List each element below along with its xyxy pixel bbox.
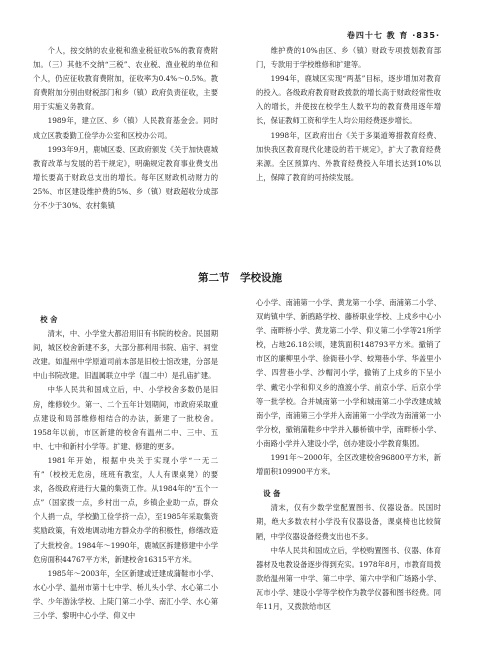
paragraph: 心小学、南浦第一小学、黄龙第一小学、南浦第二小学、双屿镇中学、新鸥路学校、藤桥职业学校、上戍乡中心小学、南畔桥小学、黄龙第二小学、仰义第二小学等21所学校，占地26.18公顷，建筑面积148793平方米。撤销了市区的廉柳里小学、徐衙巷小学、蛟翔巷小学、华盖里小学、四营巷小学、沙帽河小学，撤销了上戍乡的下呈小学、戴宅小学和仰义乡的渔渡小学、前京小学、后京小学等一批学校。合并城南第一小学和城南第二小学改建成城南小学，南浦第三小学并入南浦第一小学改为南浦第一小学分校，撤销蒲鞋乡中学并入藤桥镇中学，南畔桥小学、小南路小学并入建设小学，创办建设小学教育集团。 xyxy=(256,298,441,448)
paragraph: 清末，仅有少数学堂配置图书、仪器设备。民国时期，绝大多数农村小学没有仪器设备，课桌椅也比较简陋，中学仪器设备经费支出也不多。 xyxy=(256,503,441,541)
paragraph: 1994年，鹿城区实现“两基”目标，逐步增加对教育的投入。各级政府教育财政拨款的增长高于财政经常性收入的增长，并使按在校学生人数平均的教育费用逐年增长，保证教师工资和学生人均公用经费逐步增长。 xyxy=(256,74,441,126)
top-right-column xyxy=(256,44,441,185)
subheading-equipment: 设 备 xyxy=(263,489,281,499)
subheading-school-buildings: 校 舍 xyxy=(40,315,58,324)
paragraph: 1998年，区政府出台《关于多渠道筹措教育经费、加快我区教育现代化建设的若干规定》，扩大了教育经费来源。全区预算内、外教育经费投入年增长达到10%以上，保障了教育的可持续发展。 xyxy=(256,130,441,182)
paragraph: 1981年开始，根据中央关于实现小学“一无二有”（校校无危房，班班有教室，人人有课桌凳）的要求，各级政府进行大量的集资工作。从1984年的“五个一点”（国家拨一点，乡村出一点，乡镇企业助一点，群众个人捐一点，学校勤工俭学挤一点），至1985年采取集资奖励政策，有效地调动地方群众办学的积极性，修缮改造了大批校舍。1984年～1990年，鹿城区拆建修建中小学危房面积44767平方米，新建校舍16315平方米。 xyxy=(33,455,218,564)
paragraph: 维护费的10%由区、乡（镇）财政专项拨划教育部门，专款用于学校维修和扩建等。 xyxy=(256,46,441,70)
bottom-left-column xyxy=(33,309,218,623)
paragraph: 中华人民共和国成立后，学校购置图书、仪器、体育器材及电教设备逐步得到充实。1978年8月，市教育局拨款给温州第一中学、第二中学、第六中学和广场路小学、瓦市小学、建设小学等学校作为教学仪器和图书经费。同年11月，又拨款给市区 xyxy=(256,545,441,611)
paragraph: 个人，按交纳的农业税和渔业税征收5%的教育费附加。（三）其他不交纳“三税”、农业税、渔业税的单位和个人，仍应征收教育费附加，征收率为0.4%～0.5%。教育费附加分别由财税部门和乡（镇）政府负责征收，主要用于实施义务教育。 xyxy=(33,46,218,112)
section-title: 第二节 学校设施 xyxy=(198,272,282,284)
paragraph: 1985年～2003年，全区新建或迁建成蒲鞋市小学、水心小学、温州市第十七中学、桥儿头小学、水心第二小学、少年游泳学校、上陡门第二小学、南汇小学、水心第三小学、黎明中心小学、仰义中 xyxy=(33,568,218,620)
paragraph: 1989年，建立区、乡（镇）人民教育基金会。同时成立区教委勤工俭学办公室和区校办公司。 xyxy=(33,116,218,140)
paragraph: 中华人民共和国成立后，中、小学校舍多数仍是旧房，维修较少。第一、二个五年计划期间，市政府采取重点建设和局部维修相结合的办法，新建了一批校舍。1958年以前，市区新建的校舍有温州二中、三中、五中、七中和新村小学等。扩建、修建的更多。 xyxy=(33,385,218,451)
paragraph: 清末，中、小学堂大都沿用旧有书院的校舍。民国期间，城区校舍新建不多，大部分都利用书院、庙宇、祠堂改建。如温州中学原道司前本部是旧校士馆改建，分部是中山书院改建。旧温属联立中学（温二中）是孔庙扩建。 xyxy=(33,329,218,381)
bottom-right-column xyxy=(256,296,441,614)
paragraph: 1991年～2000年，全区改建校舍96800平方米，新增面积109900平方米。 xyxy=(256,453,441,477)
running-head: 卷四十七 教 育 ·835· xyxy=(346,31,440,40)
paragraph: 1993年9月，鹿城区委、区政府颁发《关于加快鹿城教育改革与发展的若干规定》，明确规定教育事业费支出增长要高于财政总支出的增长。每年区财政机动财力的25%、市区建设维护费的5%、乡（镇）财政超收分成部分不少于30%、农村集镇 xyxy=(33,144,218,211)
top-left-column xyxy=(33,44,218,213)
